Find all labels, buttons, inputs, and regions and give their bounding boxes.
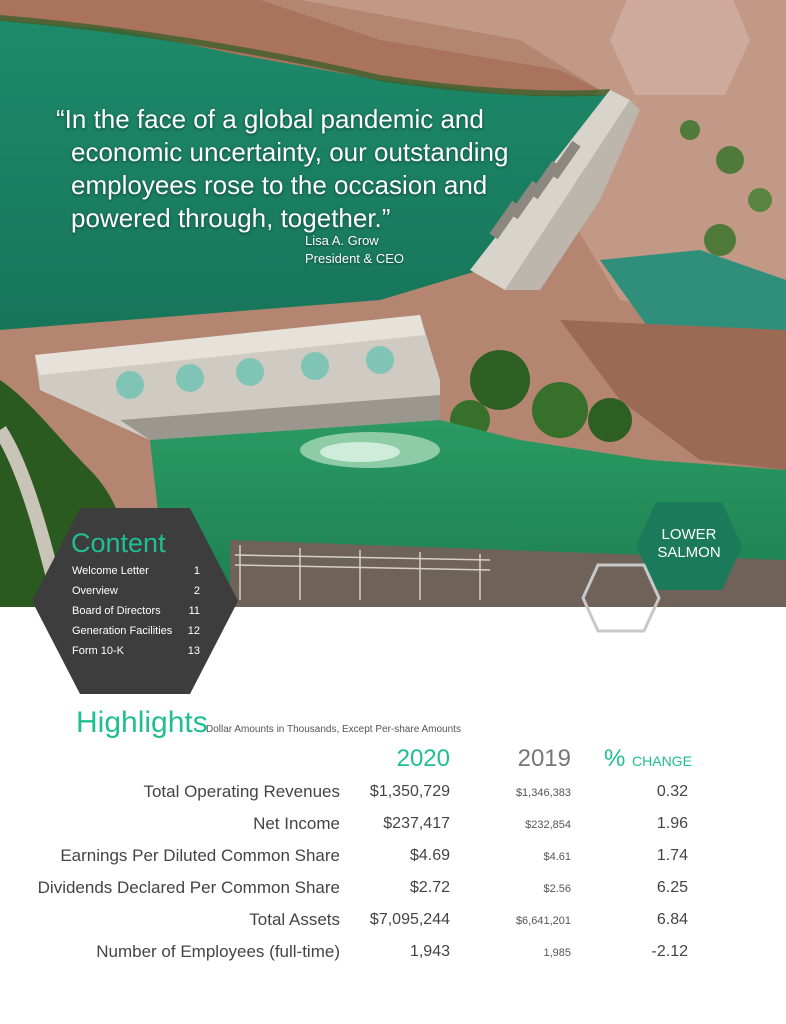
highlights-subtitle: Dollar Amounts in Thousands, Except Per-share Amounts: [206, 724, 461, 735]
value-change: 1.74: [656, 847, 688, 864]
quote-line: employees rose to the occasion and: [71, 170, 488, 200]
change-word: CHANGE: [632, 753, 692, 769]
decorative-hexagon: [610, 0, 750, 95]
value-2020: 1,943: [409, 943, 450, 960]
toc-item-page: 12: [187, 625, 200, 637]
value-2020: $7,095,244: [369, 911, 450, 928]
value-2019: $4.61: [543, 851, 571, 863]
location-label: [634, 526, 744, 562]
column-header-2020: 2020: [396, 745, 450, 772]
value-2020: $1,350,729: [369, 783, 450, 800]
toc-item-page: 11: [188, 605, 200, 617]
toc-item-label: Welcome Letter: [72, 565, 149, 577]
change-symbol: %: [604, 745, 626, 772]
location-line: SALMON: [657, 544, 721, 561]
toc-item-label: Form 10-K: [72, 645, 124, 657]
table-row: [0, 780, 786, 812]
toc-item-label: Overview: [72, 585, 118, 597]
row-label: Dividends Declared Per Common Share: [37, 878, 340, 897]
contents-title: Content: [71, 528, 166, 558]
value-2019: $6,641,201: [515, 915, 571, 927]
toc-item-page: 1: [193, 565, 200, 577]
table-row: [0, 940, 786, 972]
toc-item-welcome-letter[interactable]: [72, 561, 200, 581]
value-2020: $237,417: [383, 815, 450, 832]
value-2020: $4.69: [409, 847, 450, 864]
quote-line: “In the face of a global pandemic and: [56, 104, 484, 134]
toc-item-page: 2: [193, 585, 200, 597]
toc-item-generation-facilities[interactable]: [72, 621, 200, 641]
table-of-contents: [30, 508, 240, 694]
attribution-title: President & CEO: [305, 251, 404, 266]
table-row: [0, 876, 786, 908]
value-change: 1.96: [656, 815, 688, 832]
quote-attribution: [305, 232, 404, 268]
row-label: Net Income: [253, 814, 340, 833]
row-label: Number of Employees (full-time): [96, 942, 340, 961]
value-2019: $232,854: [525, 819, 571, 831]
column-header-2019: 2019: [517, 745, 571, 772]
value-change: 6.25: [656, 879, 688, 896]
row-label: Total Assets: [249, 910, 340, 929]
location-line: LOWER: [661, 526, 717, 543]
highlights-title: Highlights: [76, 706, 208, 739]
table-row: [0, 908, 786, 940]
row-label: Earnings Per Diluted Common Share: [60, 846, 340, 865]
table-row: [0, 844, 786, 876]
ceo-quote: [56, 103, 536, 235]
column-header-change: [604, 744, 694, 776]
value-2019: $2.56: [543, 883, 571, 895]
value-change: -2.12: [651, 943, 688, 960]
quote-line: powered through, together.”: [71, 203, 391, 233]
toc-item-label: Board of Directors: [72, 605, 161, 617]
decorative-outline-hexagon: [580, 562, 662, 634]
value-change: 6.84: [656, 911, 688, 928]
toc-item-board-of-directors[interactable]: [72, 601, 200, 621]
toc-item-label: Generation Facilities: [72, 625, 173, 637]
value-2019: $1,346,383: [515, 787, 571, 799]
toc-item-overview[interactable]: [72, 581, 200, 601]
table-row: [0, 812, 786, 844]
toc-item-page: 13: [187, 645, 200, 657]
row-label: Total Operating Revenues: [143, 782, 340, 801]
value-2020: $2.72: [409, 879, 450, 896]
attribution-name: Lisa A. Grow: [305, 233, 379, 248]
value-change: 0.32: [656, 783, 688, 800]
quote-line: economic uncertainty, our outstanding: [71, 137, 509, 167]
toc-item-form-10k[interactable]: [72, 641, 200, 661]
toc-list: [72, 561, 200, 661]
value-2019: 1,985: [543, 947, 571, 959]
